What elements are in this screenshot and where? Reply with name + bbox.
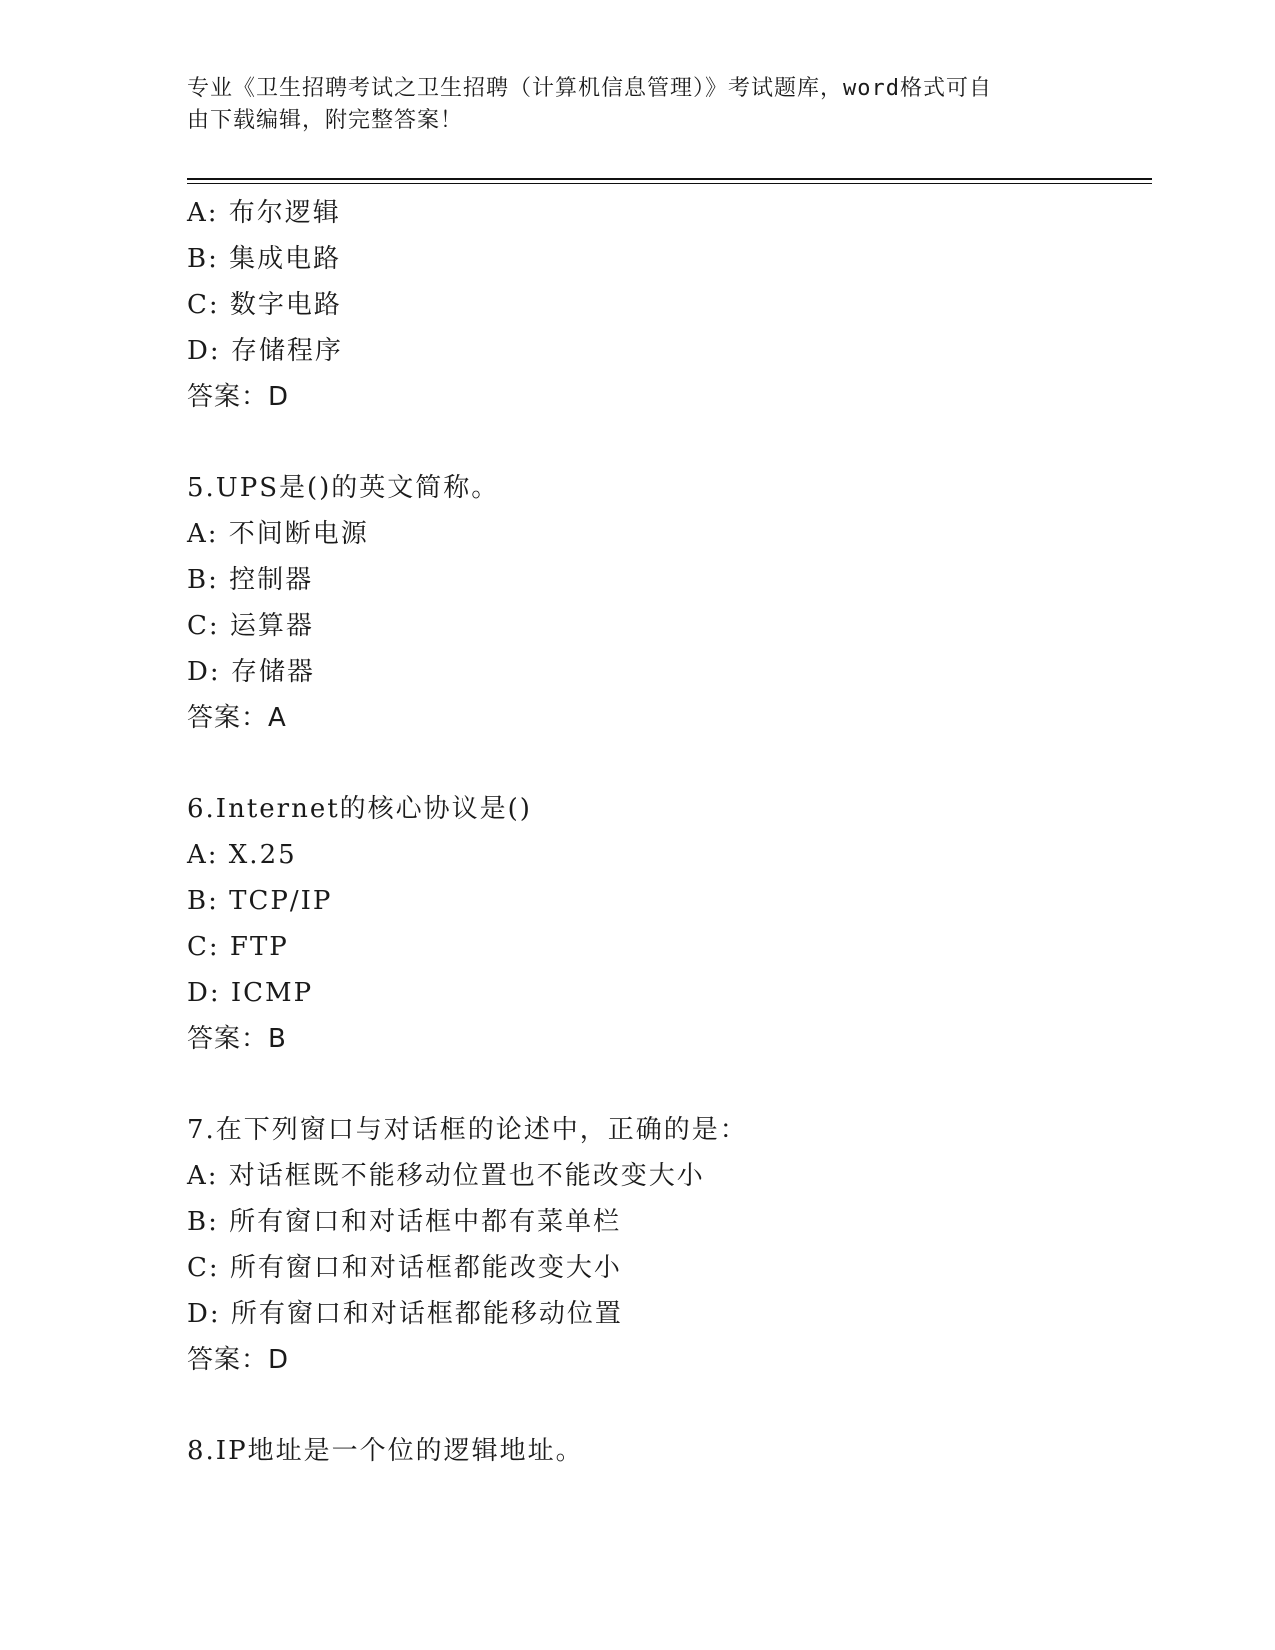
option-d: D: 所有窗口和对话框都能移动位置 [187,1299,623,1329]
option-d: D: ICMP [187,978,314,1008]
option-a: A: 不间断电源 [187,519,369,549]
question-list [187,190,1147,1474]
answer: 答案：D [187,1345,290,1375]
option-b: B: TCP/IP [187,886,333,916]
question-block-8 [187,1428,1147,1474]
question-block-7 [187,1107,1147,1383]
header-line-1: 专业《卫生招聘考试之卫生招聘（计算机信息管理）》考试题库，word格式可自 [187,76,992,101]
option-b: B: 控制器 [187,565,314,595]
question-text: 6.Internet的核心协议是() [187,794,532,824]
question-block-5 [187,465,1147,741]
answer: 答案：B [187,1024,287,1054]
question-text: 5.UPS是()的英文简称。 [187,473,500,503]
option-d: D: 存储器 [187,657,315,687]
option-b: B: 所有窗口和对话框中都有菜单栏 [187,1207,622,1237]
option-c: C: 数字电路 [187,290,342,320]
question-text: 8.IP地址是一个位的逻辑地址。 [187,1436,584,1466]
header-divider [187,178,1152,184]
option-c: C: FTP [187,932,289,962]
option-a: A: 布尔逻辑 [187,198,341,228]
option-d: D: 存储程序 [187,336,343,366]
option-a: A: 对话框既不能移动位置也不能改变大小 [187,1161,705,1191]
answer: 答案：A [187,703,287,733]
question-text: 7.在下列窗口与对话框的论述中，正确的是： [187,1115,748,1145]
option-c: C: 所有窗口和对话框都能改变大小 [187,1253,622,1283]
answer: 答案：D [187,382,290,412]
option-c: C: 运算器 [187,611,314,641]
question-block-4 [187,190,1147,420]
document-header [187,73,1067,137]
option-a: A: X.25 [187,840,297,870]
question-block-6 [187,786,1147,1062]
option-b: B: 集成电路 [187,244,342,274]
header-line-2: 由下载编辑，附完整答案！ [187,108,464,133]
